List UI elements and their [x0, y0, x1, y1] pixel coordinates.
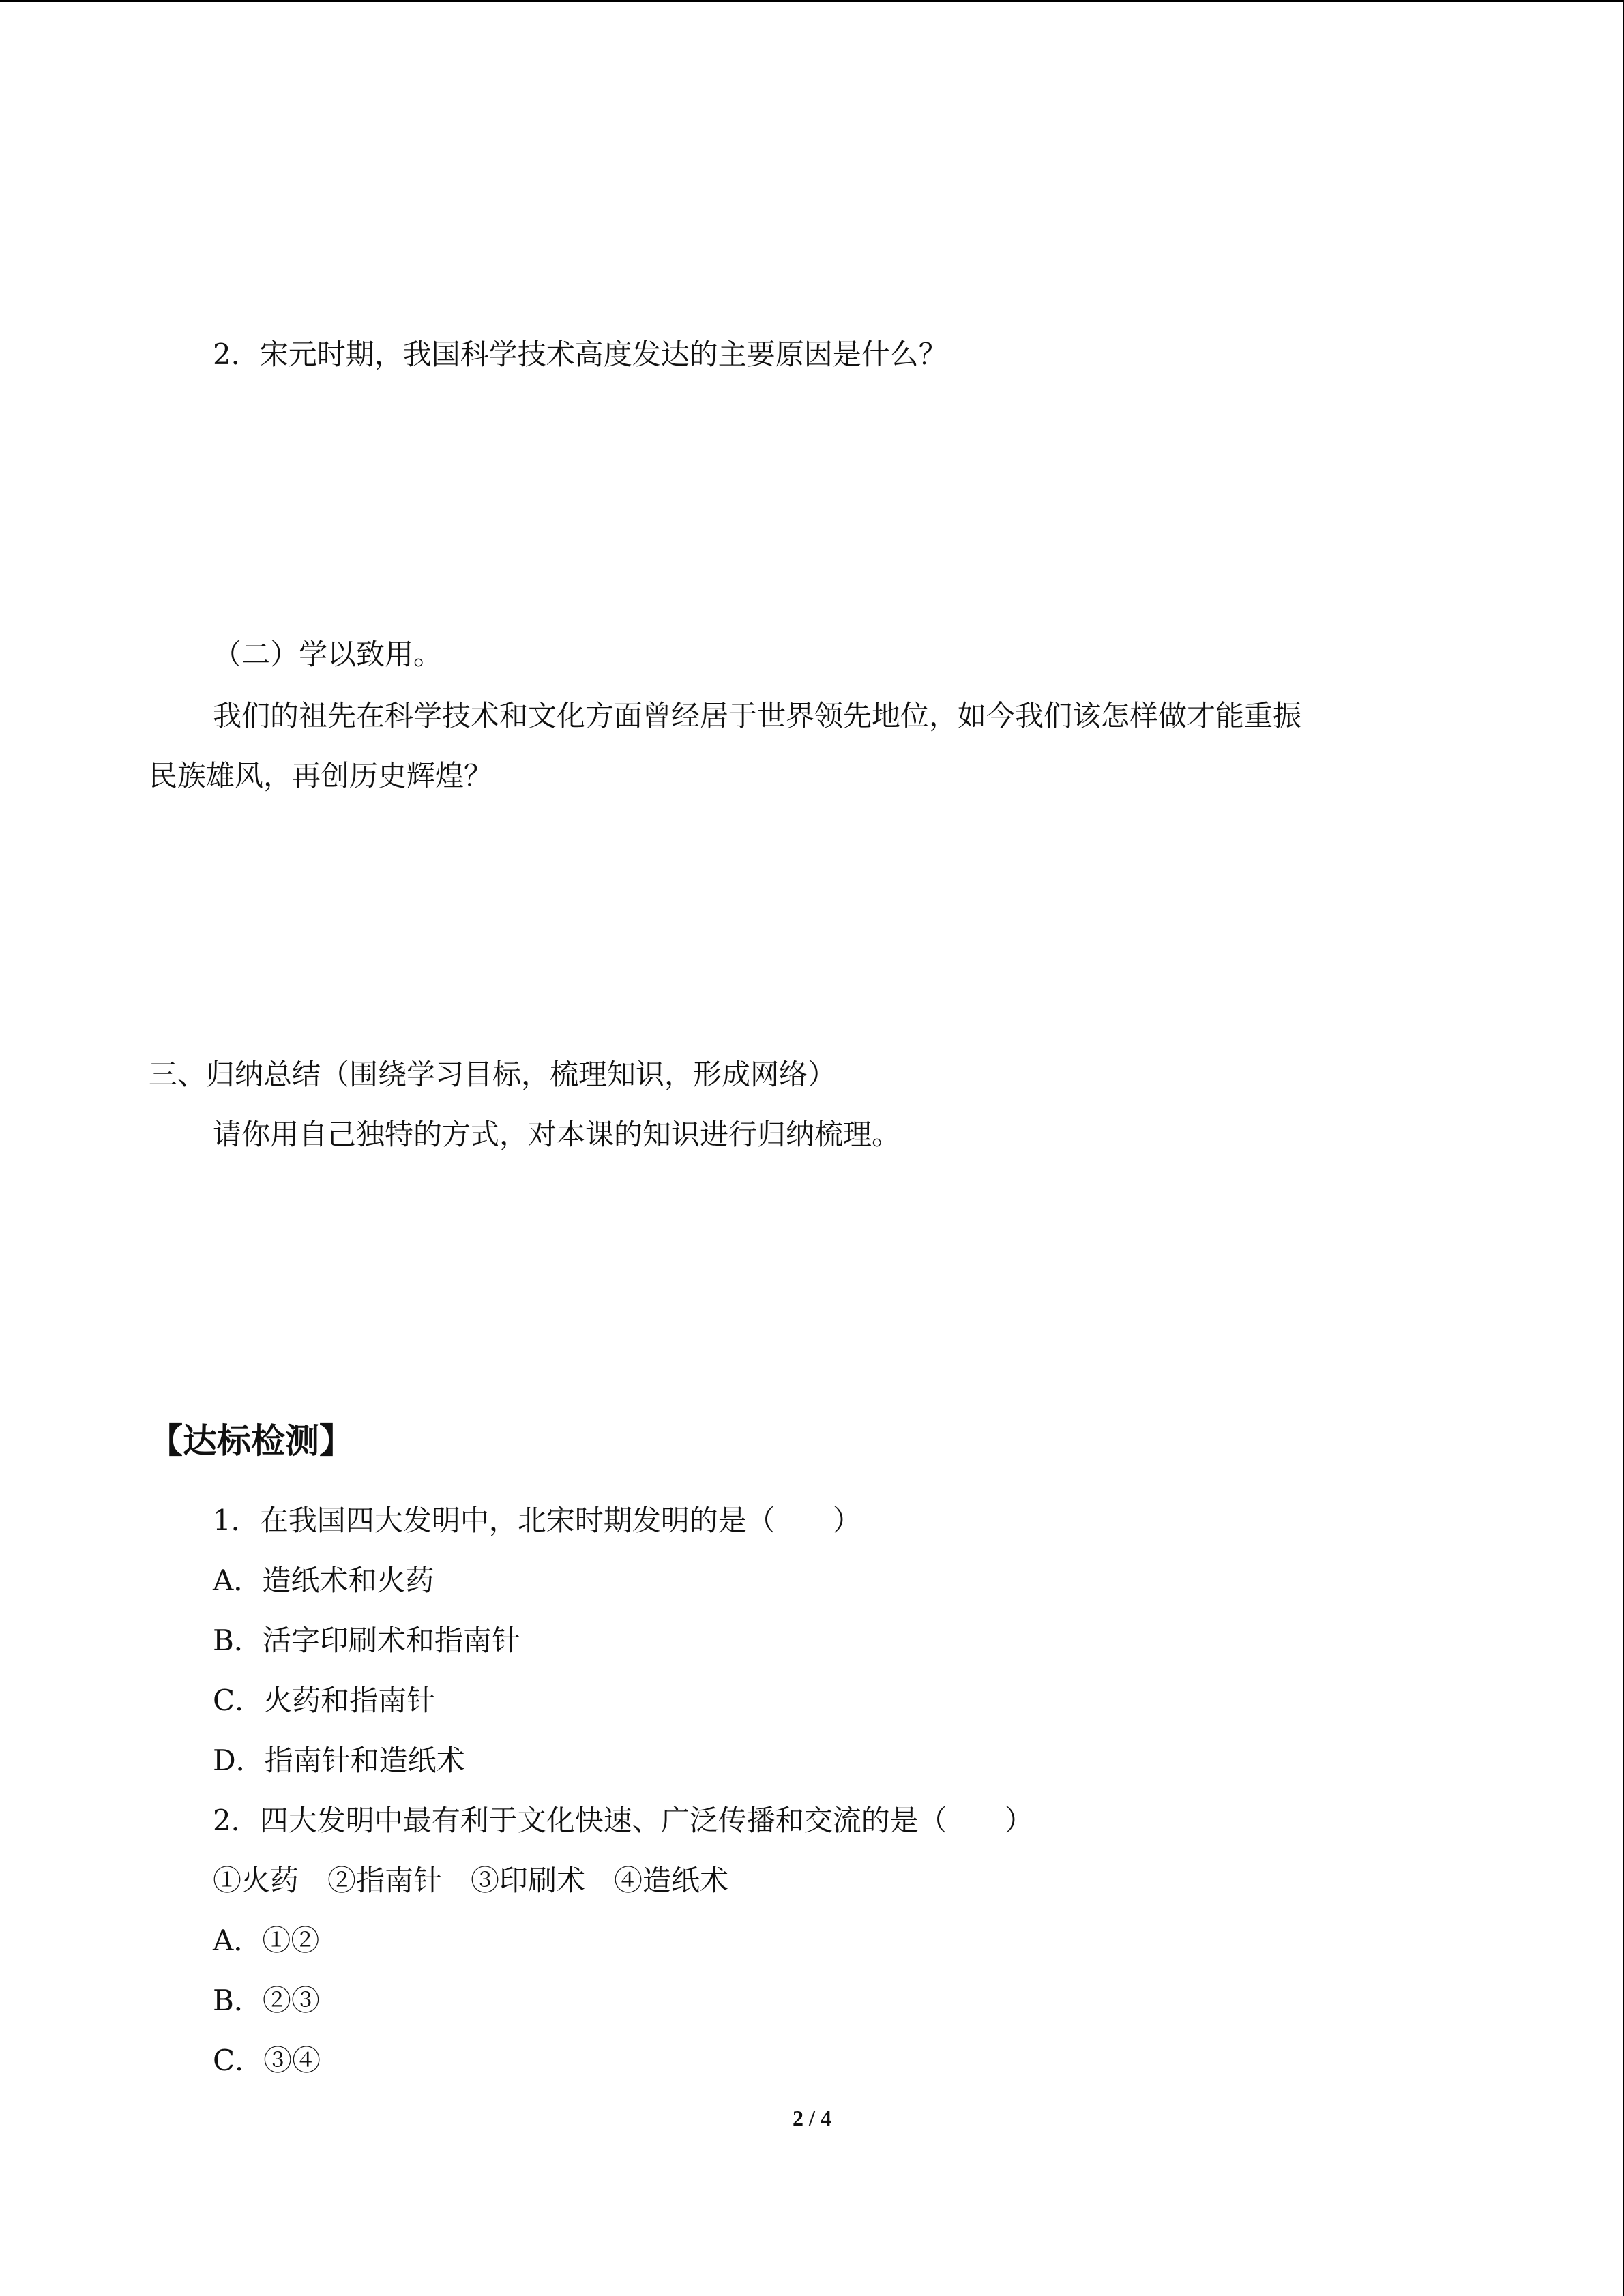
summary-title: 三、归纳总结（围绕学习目标，梳理知识，形成网络） [149, 1058, 837, 1091]
test-q2-stem: 2．四大发明中最有利于文化快速、广泛传播和交流的是（ ） [213, 1804, 1033, 1837]
test-q2-option-a: A．①② [213, 1924, 320, 1957]
apply-text-line-2: 民族雄风，再创历史辉煌？ [149, 759, 493, 792]
test-q2-items: ①火药 ②指南针 ③印刷术 ④造纸术 [213, 1864, 729, 1897]
subsection-title: （二）学以致用。 [213, 638, 443, 671]
test-q1-option-b: B．活字印刷术和指南针 [213, 1624, 520, 1657]
test-heading: 【达标检测】 [149, 1421, 353, 1461]
test-q2-option-c: C．③④ [213, 2044, 321, 2077]
apply-text-line-1: 我们的祖先在科学技术和文化方面曾经居于世界领先地位，如今我们该怎样做才能重振 [213, 699, 1302, 732]
test-q1-option-c: C．火药和指南针 [213, 1684, 436, 1717]
question-2-text: 2．宋元时期，我国科学技术高度发达的主要原因是什么？ [213, 338, 947, 371]
test-q1-stem: 1．在我国四大发明中，北宋时期发明的是（ ） [213, 1504, 861, 1537]
top-border [0, 0, 1624, 2]
test-q1-option-a: A．造纸术和火药 [213, 1564, 434, 1597]
test-q1-option-d: D．指南针和造纸术 [213, 1744, 465, 1777]
page-number: 2 / 4 [793, 2106, 831, 2130]
summary-text: 请你用自己独特的方式，对本课的知识进行归纳梳理。 [213, 1118, 901, 1151]
test-q2-option-b: B．②③ [213, 1984, 320, 2017]
